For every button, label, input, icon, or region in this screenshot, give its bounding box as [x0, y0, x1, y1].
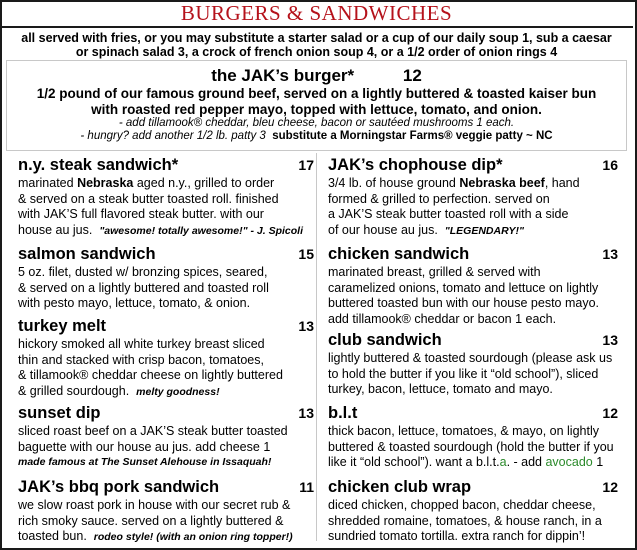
- desc-line: diced chicken, chopped bacon, cheddar cheese,: [328, 498, 596, 512]
- featured-addon-2: [7, 130, 626, 143]
- desc-line: baguette with our house au jus. add cheese 1: [18, 439, 271, 454]
- item-name: salmon sandwich: [18, 245, 156, 263]
- featured-desc-line-1: 1/2 pound of our famous ground beef, served on a lightly buttered & toasted kaiser bun: [36, 86, 597, 101]
- item-description: [328, 351, 618, 398]
- desc-text: marinated: [18, 176, 78, 190]
- intro-line-2: or spinach salad 3, a crock of french onion soup 4, or a 1/2 order of onion rings 4: [75, 45, 558, 59]
- featured-price: 12: [402, 66, 422, 85]
- desc-highlight: avocado: [545, 455, 593, 469]
- item-name: n.y. steak sandwich*: [18, 156, 179, 174]
- column-divider: [316, 153, 317, 541]
- featured-addon-2b: substitute a Morningstar Farms® veggie patty ~ NC: [272, 130, 553, 142]
- intro-line-1: all served with fries, or you may substitute a starter salad or a cup of our daily soup 1, sub a caesar: [21, 31, 612, 45]
- item-price: 15: [298, 246, 314, 262]
- item-description: [328, 265, 618, 327]
- desc-line: a JAK’S steak butter toasted roll with a side: [328, 207, 569, 221]
- desc-line: buttered toasted bun with our house pesto mayo.: [328, 296, 600, 310]
- desc-line: caramelized onions, tomato and lettuce on lightly: [328, 280, 599, 295]
- section-header: [0, 0, 633, 28]
- desc-text: . - add: [506, 455, 546, 469]
- item-name: club sandwich: [328, 331, 442, 349]
- desc-line: we slow roast pork in house with our secret rub &: [18, 498, 291, 512]
- featured-burger-box: [6, 60, 627, 151]
- item-price: 13: [602, 246, 618, 262]
- item-description: [328, 424, 618, 471]
- desc-line: to hold the butter if you like it “old school”), sliced: [328, 366, 599, 381]
- desc-line: of our house au jus.: [328, 222, 438, 237]
- item-tagline: "awesome! totally awesome!" - J. Spicoli: [99, 224, 303, 237]
- featured-addons: [7, 117, 626, 143]
- featured-title: [7, 67, 626, 85]
- intro-text: [0, 31, 633, 59]
- desc-line: 5 oz. filet, dusted w/ bronzing spices, seared,: [18, 265, 268, 279]
- item-description: [18, 498, 314, 546]
- desc-line: with pesto mayo, lettuce, tomato, & onion.: [18, 296, 251, 310]
- featured-description: [7, 86, 626, 118]
- item-price: 12: [602, 479, 618, 495]
- desc-line: & served on a lightly buttered and toasted roll: [18, 280, 269, 295]
- item-name: turkey melt: [18, 317, 107, 335]
- item-description: [328, 176, 618, 239]
- desc-line: & tillamook® cheddar cheese on lightly buttered: [18, 368, 283, 382]
- featured-addon-1: - add tillamook® cheddar, bleu cheese, bacon or sautéed mushrooms 1 each.: [118, 117, 515, 129]
- item-name: b.l.t: [328, 404, 358, 422]
- desc-line: house au jus.: [18, 222, 93, 237]
- desc-line: & served on a steak butter toasted roll. finished: [18, 191, 279, 206]
- desc-line: shredded romaine, tomatoes, & house ranch, in a: [328, 513, 602, 528]
- desc-line: turkey, bacon, lettuce, tomato and mayo.: [328, 382, 553, 396]
- item-price: 12: [602, 405, 618, 421]
- desc-line: thick bacon, lettuce, tomatoes, & mayo, on lightly: [328, 424, 599, 438]
- item-price: 16: [602, 157, 618, 173]
- featured-addon-2a: - hungry? add another 1/2 lb. patty 3: [80, 130, 266, 142]
- desc-line: buttered & toasted sourdough (hold the butter if you: [328, 439, 614, 454]
- desc-highlight: a: [499, 455, 507, 469]
- item-name: chicken sandwich: [328, 245, 470, 263]
- desc-text: aged n.y., grilled to order: [133, 176, 275, 190]
- item-price: 11: [299, 479, 314, 495]
- item-name: sunset dip: [18, 404, 101, 422]
- desc-text: like it “old school”). want a b.l.t.: [328, 455, 500, 469]
- item-tagline: made famous at The Sunset Alehouse in Issaquah!: [18, 456, 272, 468]
- desc-line: hickory smoked all white turkey breast sliced: [18, 337, 265, 351]
- item-tagline: "LEGENDARY!": [444, 224, 524, 237]
- desc-line: formed & grilled to perfection. served on: [328, 191, 550, 206]
- item-name: JAK’s chophouse dip*: [328, 156, 503, 174]
- desc-line: sundried tomato tortilla. extra ranch for dippin’!: [328, 529, 586, 543]
- item-description: [328, 498, 618, 545]
- item-price: 13: [602, 332, 618, 348]
- desc-bold: Nebraska: [77, 176, 134, 190]
- item-price: 17: [298, 157, 314, 173]
- item-description: [18, 337, 314, 400]
- item-tagline: rodeo style! (with an onion ring topper!): [93, 531, 293, 543]
- desc-text: 1: [592, 455, 604, 469]
- item-description: [18, 424, 314, 471]
- item-price: 13: [298, 405, 314, 421]
- desc-line: rich smoky sauce. served on a lightly buttered &: [18, 513, 284, 528]
- desc-line: marinated breast, grilled & served with: [328, 265, 541, 279]
- item-description: [18, 176, 314, 239]
- desc-text: , hand: [544, 176, 580, 190]
- desc-line: thin and stacked with crisp bacon, tomatoes,: [18, 352, 264, 367]
- item-price: 13: [298, 318, 314, 334]
- desc-bold: Nebraska beef: [459, 176, 545, 190]
- section-title: BURGERS & SANDWICHES: [180, 1, 453, 25]
- desc-line: lightly buttered & toasted sourdough (please ask us: [328, 351, 613, 365]
- desc-line: toasted bun.: [18, 529, 87, 543]
- item-tagline: melty goodness!: [136, 385, 220, 398]
- desc-line: sliced roast beef on a JAK’S steak butter toasted: [18, 424, 288, 438]
- desc-line: with JAK’S full flavored steak butter. with our: [18, 207, 264, 221]
- featured-desc-line-2: with roasted red pepper mayo, topped with lettuce, tomato, and onion.: [91, 102, 542, 117]
- desc-line: & grilled sourdough.: [18, 383, 130, 398]
- item-description: [18, 265, 314, 312]
- desc-text: 3/4 lb. of house ground: [328, 176, 460, 190]
- item-name: JAK’s bbq pork sandwich: [18, 478, 220, 496]
- desc-line: add tillamook® cheddar or bacon 1 each.: [328, 311, 557, 326]
- item-name: chicken club wrap: [328, 478, 472, 496]
- featured-name: the JAK’s burger*: [211, 66, 355, 85]
